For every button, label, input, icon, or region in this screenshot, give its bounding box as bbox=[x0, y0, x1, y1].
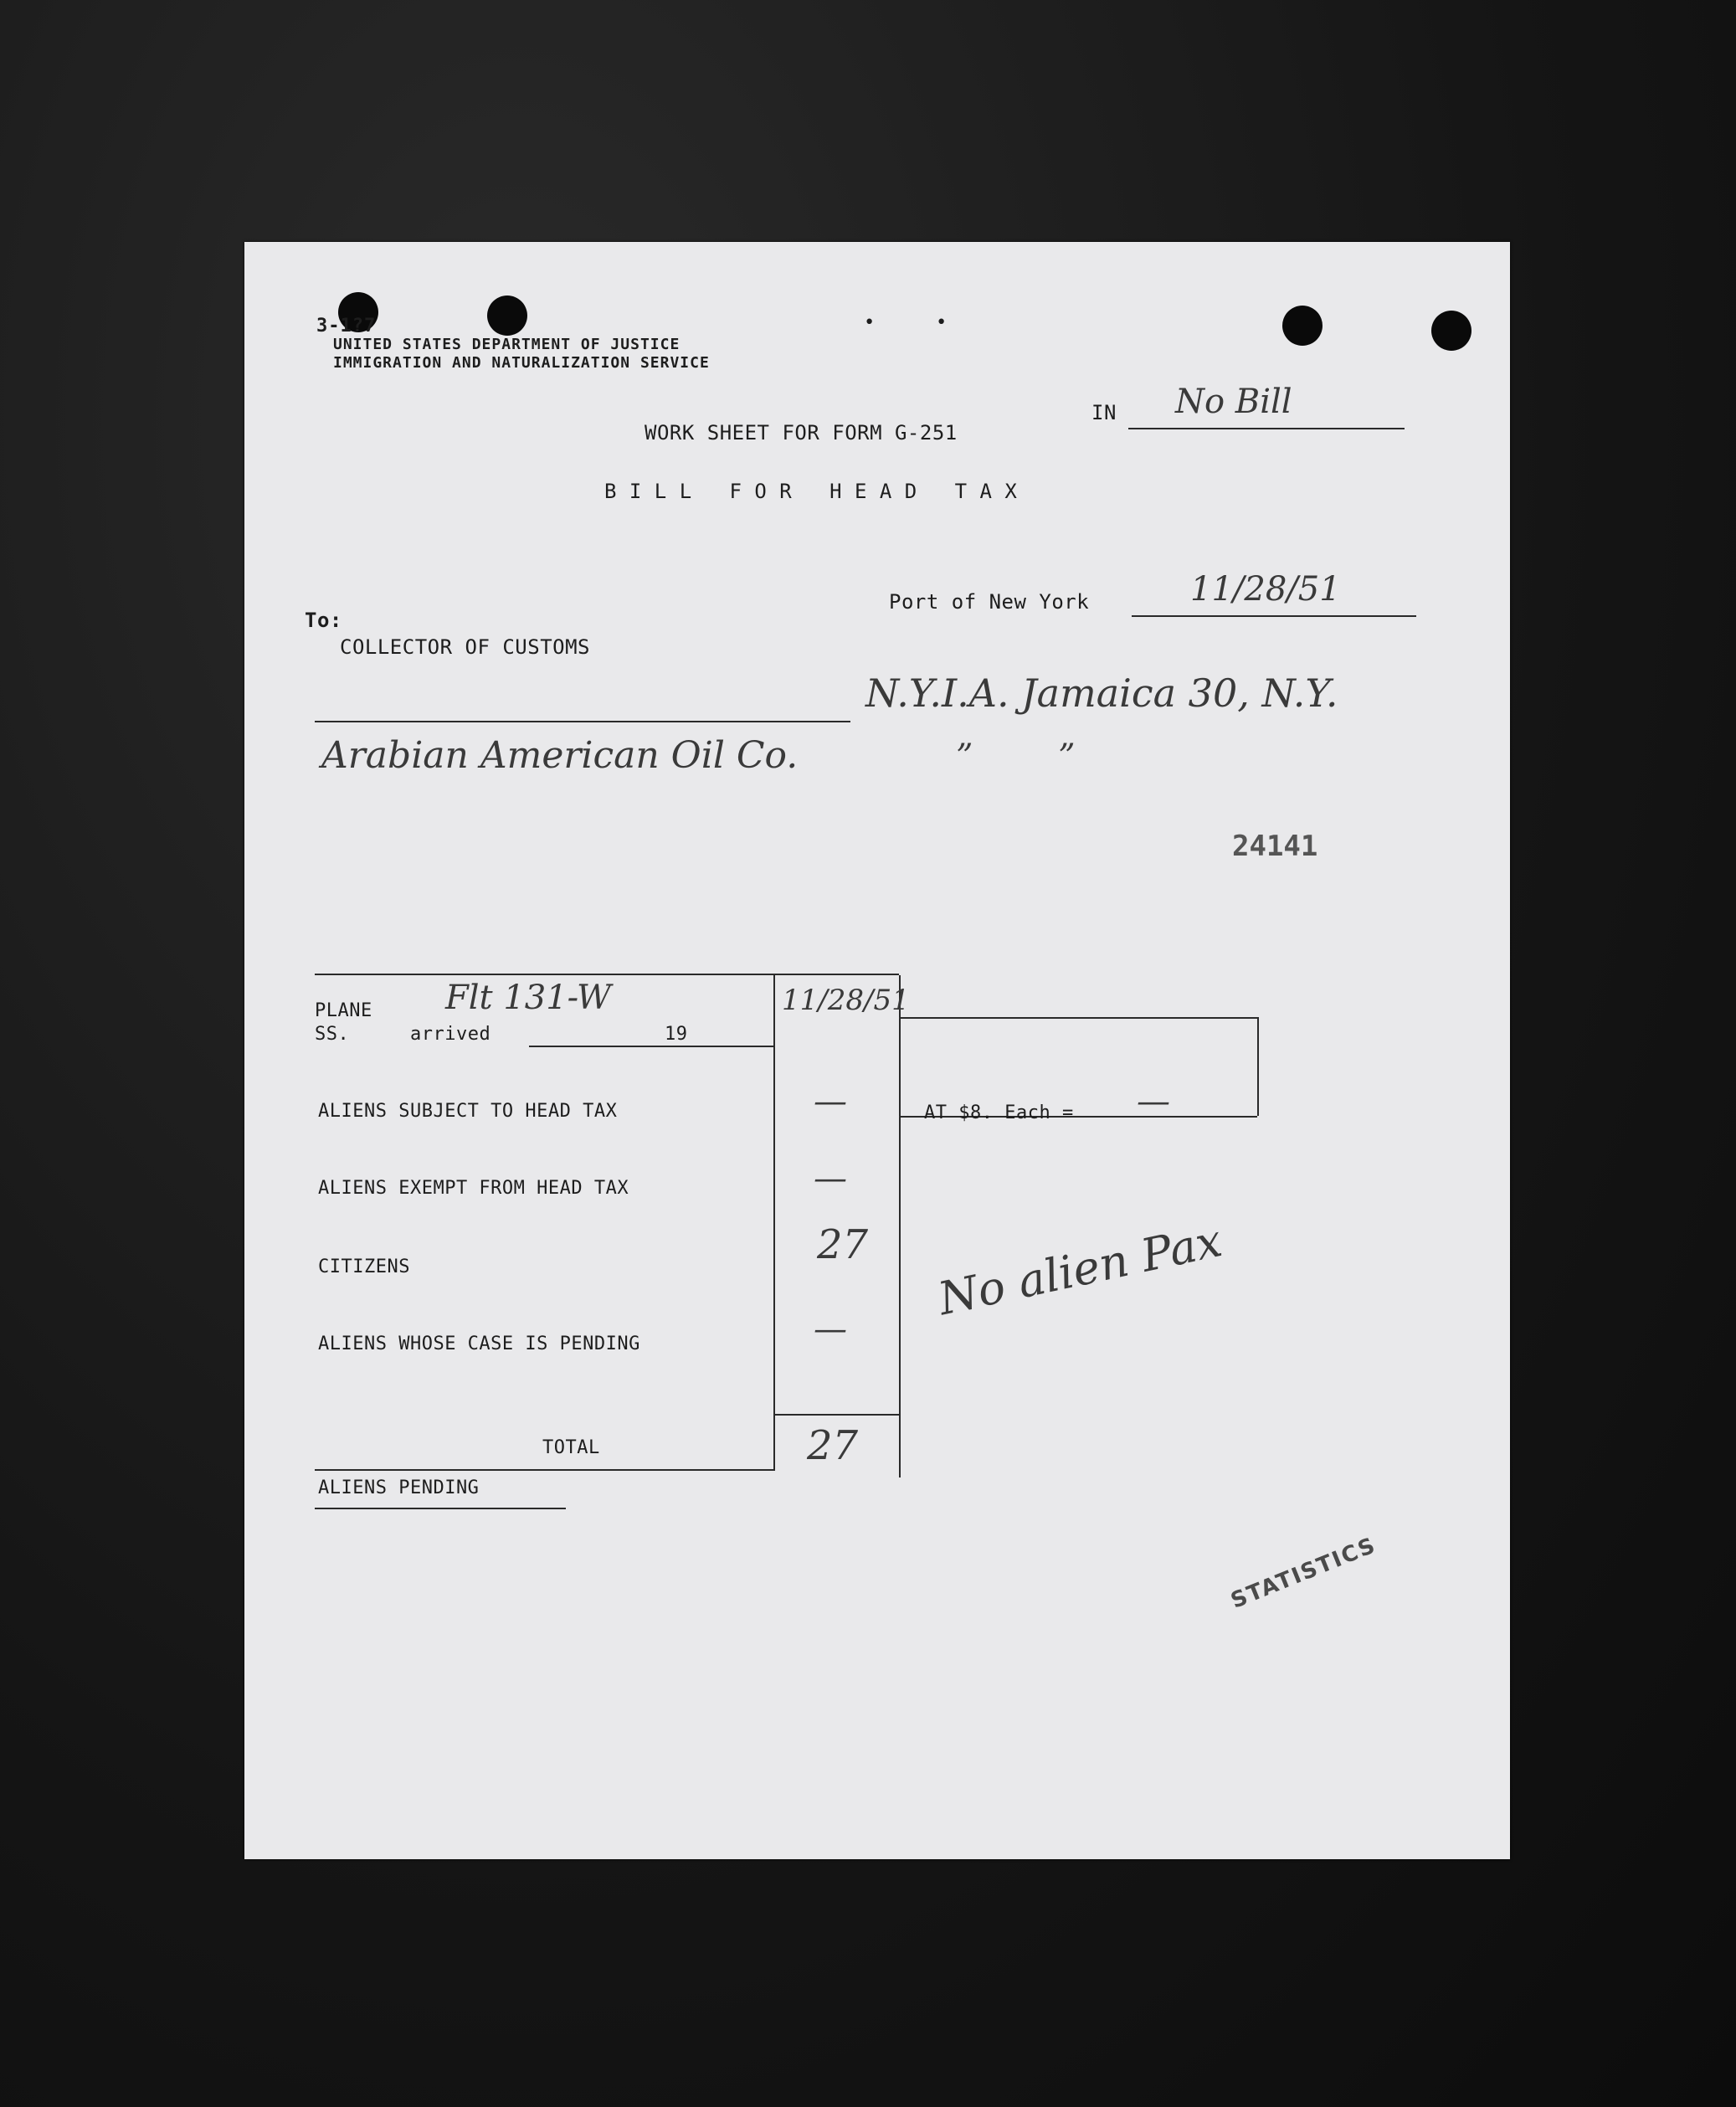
total-row-top bbox=[773, 1414, 901, 1416]
in-underline bbox=[1128, 428, 1405, 429]
row-value-subject-to-tax: — bbox=[814, 1082, 847, 1121]
total-value-handwritten: 27 bbox=[807, 1422, 859, 1469]
bill-title: B I L L F O R H E A D T A X bbox=[604, 480, 1018, 503]
in-label: IN bbox=[1091, 401, 1117, 424]
row-value-citizens: 27 bbox=[817, 1221, 869, 1268]
punch-hole bbox=[1282, 306, 1323, 346]
rate-box-right bbox=[1257, 1017, 1259, 1116]
table-top-line bbox=[315, 974, 899, 975]
row-label-subject-to-tax: ALIENS SUBJECT TO HEAD TAX bbox=[318, 1101, 618, 1122]
table-vertical-left bbox=[773, 975, 775, 1469]
punch-hole bbox=[1431, 311, 1471, 351]
ss-label: SS. bbox=[315, 1024, 350, 1045]
total-label: TOTAL bbox=[542, 1437, 600, 1458]
collector-of-customs: COLLECTOR OF CUSTOMS bbox=[340, 635, 590, 659]
table-vertical-right bbox=[899, 975, 901, 1477]
row-value-pending-case: — bbox=[814, 1310, 847, 1349]
company-handwritten: Arabian American Oil Co. bbox=[321, 734, 799, 777]
address-handwritten: N.Y.I.A. Jamaica 30, N.Y. bbox=[865, 671, 1338, 716]
department-heading: UNITED STATES DEPARTMENT OF JUSTICE bbox=[333, 336, 681, 353]
year-prefix: 19 bbox=[665, 1024, 688, 1045]
row-label-citizens: CITIZENS bbox=[318, 1256, 410, 1277]
total-row-bottom bbox=[315, 1469, 775, 1471]
plane-row-underline bbox=[529, 1046, 773, 1047]
punch-hole bbox=[487, 295, 527, 336]
arrived-label: arrived bbox=[410, 1024, 491, 1045]
rate-value: — bbox=[1137, 1082, 1170, 1121]
form-number: 3-1?7 bbox=[316, 316, 377, 337]
rate-box-top bbox=[901, 1017, 1257, 1019]
ditto-marks: ” ” bbox=[956, 737, 1076, 776]
stamp-number: 24141 bbox=[1232, 830, 1318, 863]
port-date-handwritten: 11/28/51 bbox=[1190, 570, 1341, 609]
service-heading: IMMIGRATION AND NATURALIZATION SERVICE bbox=[333, 354, 710, 372]
statistics-stamp: STATISTICS bbox=[1227, 1533, 1380, 1614]
handwritten-note: No alien Pax bbox=[933, 1214, 1227, 1326]
plane-value-handwritten: Flt 131-W bbox=[445, 979, 612, 1017]
arrival-date-handwritten: 11/28/51 bbox=[782, 984, 910, 1017]
port-date-underline bbox=[1132, 615, 1416, 617]
plane-label: PLANE bbox=[315, 1000, 372, 1021]
to-label: To: bbox=[305, 609, 342, 632]
row-label-pending-case: ALIENS WHOSE CASE IS PENDING bbox=[318, 1334, 640, 1354]
dot-mark: • bbox=[936, 312, 948, 333]
pending-underline bbox=[315, 1508, 566, 1509]
rate-label: AT $8. Each = bbox=[924, 1102, 1074, 1123]
document-page bbox=[244, 242, 1510, 1859]
in-value-handwritten: No Bill bbox=[1175, 383, 1292, 421]
address-underline bbox=[315, 721, 850, 722]
row-label-exempt-from-tax: ALIENS EXEMPT FROM HEAD TAX bbox=[318, 1178, 629, 1199]
port-label: Port of New York bbox=[889, 590, 1090, 614]
work-sheet-title: WORK SHEET FOR FORM G-251 bbox=[645, 421, 958, 445]
row-value-exempt-from-tax: — bbox=[814, 1159, 847, 1198]
aliens-pending-label: ALIENS PENDING bbox=[318, 1477, 480, 1498]
dot-mark: • bbox=[864, 312, 876, 333]
